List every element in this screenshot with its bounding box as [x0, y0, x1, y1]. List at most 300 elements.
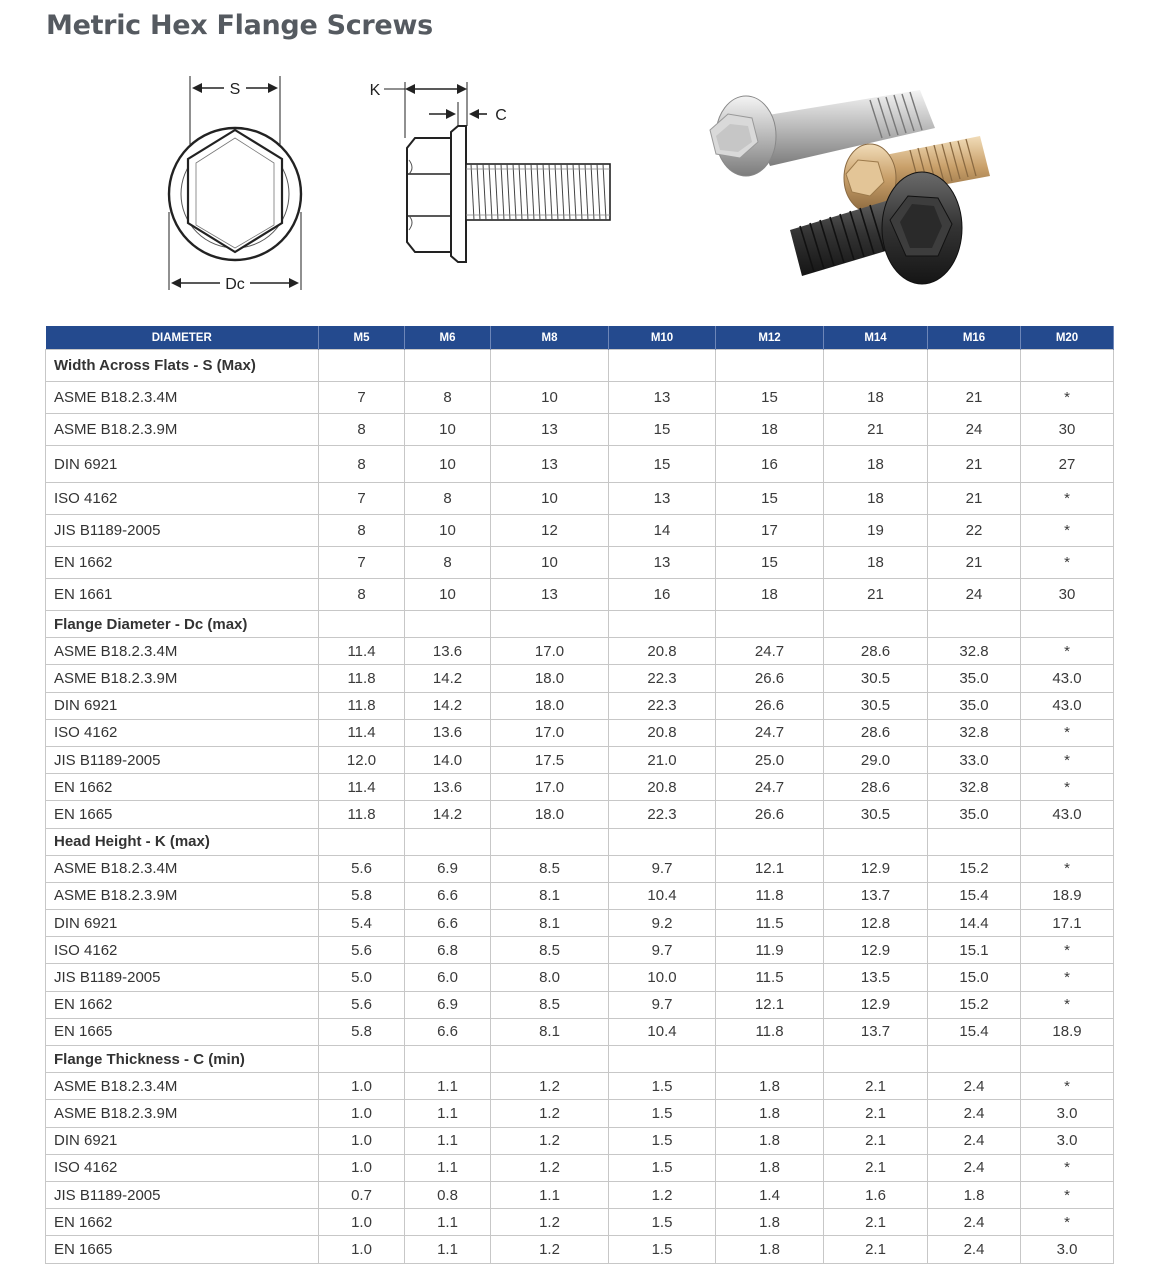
standard-name-cell: EN 1661	[46, 579, 319, 611]
standard-name-cell: EN 1665	[46, 801, 319, 828]
standard-name-cell: ASME B18.2.3.4M	[46, 638, 319, 665]
page-title: Metric Hex Flange Screws	[46, 10, 433, 41]
value-cell: 1.1	[405, 1236, 491, 1263]
value-cell: 1.0	[319, 1073, 405, 1100]
table-row	[46, 446, 1114, 483]
standard-name-cell: ASME B18.2.3.9M	[46, 665, 319, 692]
table-row	[46, 1073, 1114, 1100]
value-cell: *	[1021, 1073, 1114, 1100]
section-title: Head Height - K (max)	[46, 828, 319, 855]
value-cell: 13.6	[405, 774, 491, 801]
table-row	[46, 483, 1114, 515]
table-header-row	[46, 326, 1114, 350]
value-cell: 20.8	[609, 719, 716, 746]
value-cell: 6.6	[405, 882, 491, 909]
value-cell: 17.5	[491, 746, 609, 773]
header-m14: M14	[824, 326, 928, 350]
value-cell: 1.0	[319, 1100, 405, 1127]
value-cell: 8.5	[491, 937, 609, 964]
header-m8: M8	[491, 326, 609, 350]
standard-name-cell: JIS B1189-2005	[46, 1181, 319, 1208]
value-cell: 10	[405, 414, 491, 446]
value-cell: 6.0	[405, 964, 491, 991]
value-cell: 13	[491, 414, 609, 446]
standard-name-cell: DIN 6921	[46, 1127, 319, 1154]
table-row	[46, 382, 1114, 414]
value-cell: 15	[716, 483, 824, 515]
value-cell: 29.0	[824, 746, 928, 773]
value-cell: 6.6	[405, 910, 491, 937]
value-cell: 21	[928, 382, 1021, 414]
table-row	[46, 638, 1114, 665]
standard-name-cell: EN 1662	[46, 991, 319, 1018]
standard-name-cell: ASME B18.2.3.4M	[46, 382, 319, 414]
value-cell: 18	[824, 547, 928, 579]
empty-cell	[491, 1046, 609, 1073]
value-cell: 17.0	[491, 719, 609, 746]
value-cell: 1.0	[319, 1127, 405, 1154]
empty-cell	[609, 828, 716, 855]
table-row	[46, 937, 1114, 964]
value-cell: 8.1	[491, 882, 609, 909]
table-row	[46, 882, 1114, 909]
section-header-row	[46, 828, 1114, 855]
empty-cell	[824, 828, 928, 855]
value-cell: 1.5	[609, 1154, 716, 1181]
section-header-row	[46, 1046, 1114, 1073]
empty-cell	[716, 350, 824, 382]
value-cell: 8.5	[491, 855, 609, 882]
value-cell: 1.1	[405, 1209, 491, 1236]
value-cell: 14	[609, 515, 716, 547]
standard-name-cell: ISO 4162	[46, 937, 319, 964]
value-cell: 11.9	[716, 937, 824, 964]
value-cell: 18.0	[491, 665, 609, 692]
value-cell: *	[1021, 547, 1114, 579]
empty-cell	[716, 611, 824, 638]
empty-cell	[319, 611, 405, 638]
empty-cell	[1021, 350, 1114, 382]
value-cell: 16	[609, 579, 716, 611]
side-view-diagram	[365, 72, 625, 272]
value-cell: 13	[491, 579, 609, 611]
value-cell: 15.4	[928, 882, 1021, 909]
table-row	[46, 1209, 1114, 1236]
table-row	[46, 515, 1114, 547]
value-cell: 5.6	[319, 855, 405, 882]
value-cell: 5.8	[319, 1018, 405, 1045]
value-cell: 14.2	[405, 665, 491, 692]
value-cell: 3.0	[1021, 1127, 1114, 1154]
value-cell: 43.0	[1021, 692, 1114, 719]
value-cell: 13	[609, 382, 716, 414]
value-cell: 21	[928, 483, 1021, 515]
value-cell: 20.8	[609, 638, 716, 665]
dc-dimension-label: Dc	[225, 276, 245, 293]
spec-table	[45, 326, 1114, 1264]
value-cell: 8	[319, 414, 405, 446]
value-cell: 26.6	[716, 801, 824, 828]
value-cell: 12.1	[716, 855, 824, 882]
section-header-row	[46, 611, 1114, 638]
value-cell: 18	[824, 446, 928, 483]
value-cell: 24	[928, 414, 1021, 446]
value-cell: 25.0	[716, 746, 824, 773]
value-cell: 17.0	[491, 638, 609, 665]
empty-cell	[609, 611, 716, 638]
value-cell: 8	[319, 515, 405, 547]
standard-name-cell: DIN 6921	[46, 910, 319, 937]
value-cell: 10	[491, 547, 609, 579]
value-cell: 1.5	[609, 1100, 716, 1127]
value-cell: 2.1	[824, 1073, 928, 1100]
value-cell: 15.0	[928, 964, 1021, 991]
value-cell: 13.7	[824, 1018, 928, 1045]
header-m12: M12	[716, 326, 824, 350]
value-cell: *	[1021, 855, 1114, 882]
value-cell: *	[1021, 746, 1114, 773]
value-cell: 17.0	[491, 774, 609, 801]
table-row	[46, 746, 1114, 773]
empty-cell	[491, 611, 609, 638]
value-cell: 15	[609, 414, 716, 446]
value-cell: 11.4	[319, 719, 405, 746]
header-m20: M20	[1021, 326, 1114, 350]
value-cell: 12.8	[824, 910, 928, 937]
value-cell: 10	[405, 579, 491, 611]
value-cell: 18	[716, 579, 824, 611]
standard-name-cell: ISO 4162	[46, 483, 319, 515]
value-cell: 8.0	[491, 964, 609, 991]
spec-table-body	[46, 350, 1114, 1264]
empty-cell	[716, 1046, 824, 1073]
front-view-diagram	[160, 72, 310, 300]
value-cell: 0.7	[319, 1181, 405, 1208]
empty-cell	[319, 350, 405, 382]
value-cell: 30	[1021, 579, 1114, 611]
value-cell: 2.4	[928, 1236, 1021, 1263]
value-cell: 11.5	[716, 910, 824, 937]
table-row	[46, 719, 1114, 746]
empty-cell	[928, 828, 1021, 855]
value-cell: 13.6	[405, 719, 491, 746]
table-row	[46, 692, 1114, 719]
empty-cell	[491, 828, 609, 855]
value-cell: *	[1021, 1154, 1114, 1181]
standard-name-cell: ASME B18.2.3.4M	[46, 1073, 319, 1100]
value-cell: 11.8	[319, 692, 405, 719]
value-cell: 11.5	[716, 964, 824, 991]
standard-name-cell: EN 1662	[46, 774, 319, 801]
empty-cell	[1021, 611, 1114, 638]
value-cell: 0.8	[405, 1181, 491, 1208]
value-cell: 21	[928, 547, 1021, 579]
value-cell: 10	[405, 515, 491, 547]
value-cell: 11.8	[716, 1018, 824, 1045]
value-cell: 15.2	[928, 855, 1021, 882]
standard-name-cell: ASME B18.2.3.9M	[46, 414, 319, 446]
value-cell: 2.1	[824, 1154, 928, 1181]
value-cell: *	[1021, 515, 1114, 547]
value-cell: 1.8	[716, 1154, 824, 1181]
value-cell: 9.7	[609, 937, 716, 964]
standard-name-cell: ASME B18.2.3.4M	[46, 855, 319, 882]
header-diameter: DIAMETER	[46, 326, 319, 350]
standard-name-cell: ISO 4162	[46, 719, 319, 746]
section-title: Flange Diameter - Dc (max)	[46, 611, 319, 638]
k-dimension-label: K	[369, 82, 381, 99]
value-cell: 19	[824, 515, 928, 547]
value-cell: 22.3	[609, 665, 716, 692]
value-cell: 10.4	[609, 882, 716, 909]
value-cell: 12.0	[319, 746, 405, 773]
value-cell: 13	[491, 446, 609, 483]
header-m6: M6	[405, 326, 491, 350]
value-cell: *	[1021, 937, 1114, 964]
table-row	[46, 547, 1114, 579]
value-cell: 14.2	[405, 692, 491, 719]
header-m5: M5	[319, 326, 405, 350]
value-cell: 9.7	[609, 855, 716, 882]
value-cell: 18.9	[1021, 882, 1114, 909]
value-cell: 13.6	[405, 638, 491, 665]
value-cell: 10	[491, 483, 609, 515]
table-row	[46, 1236, 1114, 1263]
value-cell: *	[1021, 991, 1114, 1018]
value-cell: 5.8	[319, 882, 405, 909]
value-cell: 13.5	[824, 964, 928, 991]
value-cell: 1.2	[491, 1209, 609, 1236]
value-cell: 16	[716, 446, 824, 483]
empty-cell	[405, 828, 491, 855]
table-row	[46, 665, 1114, 692]
value-cell: 35.0	[928, 665, 1021, 692]
value-cell: 13.7	[824, 882, 928, 909]
value-cell: 18	[824, 382, 928, 414]
value-cell: 35.0	[928, 801, 1021, 828]
value-cell: 8	[319, 579, 405, 611]
value-cell: 8.1	[491, 1018, 609, 1045]
value-cell: 1.1	[405, 1073, 491, 1100]
value-cell: 28.6	[824, 719, 928, 746]
value-cell: 15.1	[928, 937, 1021, 964]
value-cell: 1.6	[824, 1181, 928, 1208]
table-row	[46, 579, 1114, 611]
value-cell: 12.1	[716, 991, 824, 1018]
value-cell: 3.0	[1021, 1100, 1114, 1127]
empty-cell	[824, 611, 928, 638]
table-row	[46, 964, 1114, 991]
value-cell: 1.4	[716, 1181, 824, 1208]
standard-name-cell: JIS B1189-2005	[46, 515, 319, 547]
value-cell: 5.6	[319, 937, 405, 964]
value-cell: 8.5	[491, 991, 609, 1018]
table-row	[46, 991, 1114, 1018]
value-cell: 2.1	[824, 1236, 928, 1263]
value-cell: 9.2	[609, 910, 716, 937]
value-cell: *	[1021, 1181, 1114, 1208]
empty-cell	[405, 350, 491, 382]
value-cell: *	[1021, 1209, 1114, 1236]
table-row	[46, 1127, 1114, 1154]
value-cell: 28.6	[824, 774, 928, 801]
section-header-row	[46, 350, 1114, 382]
value-cell: *	[1021, 638, 1114, 665]
value-cell: 10	[491, 382, 609, 414]
value-cell: 1.1	[405, 1127, 491, 1154]
standard-name-cell: ISO 4162	[46, 1154, 319, 1181]
value-cell: 5.0	[319, 964, 405, 991]
empty-cell	[1021, 828, 1114, 855]
value-cell: 2.4	[928, 1154, 1021, 1181]
value-cell: 1.1	[405, 1154, 491, 1181]
value-cell: 18	[824, 483, 928, 515]
table-row	[46, 414, 1114, 446]
value-cell: 2.4	[928, 1073, 1021, 1100]
value-cell: 14.4	[928, 910, 1021, 937]
value-cell: 43.0	[1021, 665, 1114, 692]
empty-cell	[319, 828, 405, 855]
value-cell: 8	[405, 382, 491, 414]
standard-name-cell: EN 1662	[46, 547, 319, 579]
standard-name-cell: DIN 6921	[46, 446, 319, 483]
value-cell: 1.2	[609, 1181, 716, 1208]
value-cell: 2.4	[928, 1209, 1021, 1236]
value-cell: 11.8	[319, 801, 405, 828]
value-cell: 21	[824, 579, 928, 611]
header-m16: M16	[928, 326, 1021, 350]
value-cell: 18.0	[491, 692, 609, 719]
empty-cell	[928, 350, 1021, 382]
table-row	[46, 1100, 1114, 1127]
value-cell: 12.9	[824, 855, 928, 882]
empty-cell	[491, 350, 609, 382]
value-cell: 1.1	[405, 1100, 491, 1127]
value-cell: 17	[716, 515, 824, 547]
value-cell: 8	[405, 483, 491, 515]
value-cell: 5.4	[319, 910, 405, 937]
value-cell: 12	[491, 515, 609, 547]
value-cell: 1.0	[319, 1236, 405, 1263]
value-cell: 2.1	[824, 1100, 928, 1127]
table-row	[46, 801, 1114, 828]
empty-cell	[405, 1046, 491, 1073]
value-cell: 11.4	[319, 638, 405, 665]
standard-name-cell: JIS B1189-2005	[46, 964, 319, 991]
value-cell: 9.7	[609, 991, 716, 1018]
value-cell: 10	[405, 446, 491, 483]
value-cell: 7	[319, 382, 405, 414]
value-cell: 1.2	[491, 1236, 609, 1263]
value-cell: 21	[824, 414, 928, 446]
value-cell: 6.8	[405, 937, 491, 964]
standard-name-cell: DIN 6921	[46, 692, 319, 719]
value-cell: 11.4	[319, 774, 405, 801]
value-cell: 8.1	[491, 910, 609, 937]
value-cell: 3.0	[1021, 1236, 1114, 1263]
value-cell: 26.6	[716, 665, 824, 692]
empty-cell	[716, 828, 824, 855]
value-cell: 8	[319, 446, 405, 483]
empty-cell	[824, 1046, 928, 1073]
value-cell: 1.1	[491, 1181, 609, 1208]
table-row	[46, 910, 1114, 937]
value-cell: 1.2	[491, 1100, 609, 1127]
s-dimension-label: S	[229, 81, 241, 98]
value-cell: *	[1021, 964, 1114, 991]
value-cell: 1.8	[716, 1236, 824, 1263]
value-cell: 1.5	[609, 1127, 716, 1154]
value-cell: 20.8	[609, 774, 716, 801]
value-cell: 30.5	[824, 665, 928, 692]
value-cell: 1.5	[609, 1209, 716, 1236]
value-cell: 18.9	[1021, 1018, 1114, 1045]
value-cell: 43.0	[1021, 801, 1114, 828]
value-cell: 17.1	[1021, 910, 1114, 937]
standard-name-cell: ASME B18.2.3.9M	[46, 1100, 319, 1127]
value-cell: 27	[1021, 446, 1114, 483]
value-cell: 8	[405, 547, 491, 579]
value-cell: 1.8	[716, 1100, 824, 1127]
value-cell: *	[1021, 774, 1114, 801]
standard-name-cell: JIS B1189-2005	[46, 746, 319, 773]
value-cell: *	[1021, 483, 1114, 515]
empty-cell	[1021, 1046, 1114, 1073]
value-cell: 15	[716, 547, 824, 579]
value-cell: 10.0	[609, 964, 716, 991]
table-row	[46, 774, 1114, 801]
value-cell: 15.2	[928, 991, 1021, 1018]
value-cell: 12.9	[824, 991, 928, 1018]
value-cell: 6.9	[405, 855, 491, 882]
empty-cell	[609, 350, 716, 382]
value-cell: 1.0	[319, 1209, 405, 1236]
value-cell: 1.2	[491, 1073, 609, 1100]
value-cell: 1.8	[716, 1073, 824, 1100]
value-cell: 1.0	[319, 1154, 405, 1181]
value-cell: 12.9	[824, 937, 928, 964]
value-cell: 21	[928, 446, 1021, 483]
value-cell: 30.5	[824, 801, 928, 828]
value-cell: 5.6	[319, 991, 405, 1018]
value-cell: 10.4	[609, 1018, 716, 1045]
standard-name-cell: EN 1665	[46, 1236, 319, 1263]
value-cell: 22.3	[609, 692, 716, 719]
empty-cell	[609, 1046, 716, 1073]
value-cell: 33.0	[928, 746, 1021, 773]
value-cell: 1.8	[716, 1209, 824, 1236]
standard-name-cell: EN 1665	[46, 1018, 319, 1045]
value-cell: *	[1021, 719, 1114, 746]
value-cell: 21.0	[609, 746, 716, 773]
value-cell: 13	[609, 483, 716, 515]
value-cell: 2.4	[928, 1100, 1021, 1127]
table-row	[46, 855, 1114, 882]
value-cell: 24.7	[716, 719, 824, 746]
value-cell: 28.6	[824, 638, 928, 665]
value-cell: 11.8	[716, 882, 824, 909]
value-cell: 22.3	[609, 801, 716, 828]
value-cell: 18.0	[491, 801, 609, 828]
value-cell: 1.5	[609, 1236, 716, 1263]
value-cell: 7	[319, 547, 405, 579]
value-cell: 32.8	[928, 774, 1021, 801]
product-photo	[690, 80, 1000, 315]
value-cell: *	[1021, 382, 1114, 414]
value-cell: 26.6	[716, 692, 824, 719]
standard-name-cell: ASME B18.2.3.9M	[46, 882, 319, 909]
header-m10: M10	[609, 326, 716, 350]
